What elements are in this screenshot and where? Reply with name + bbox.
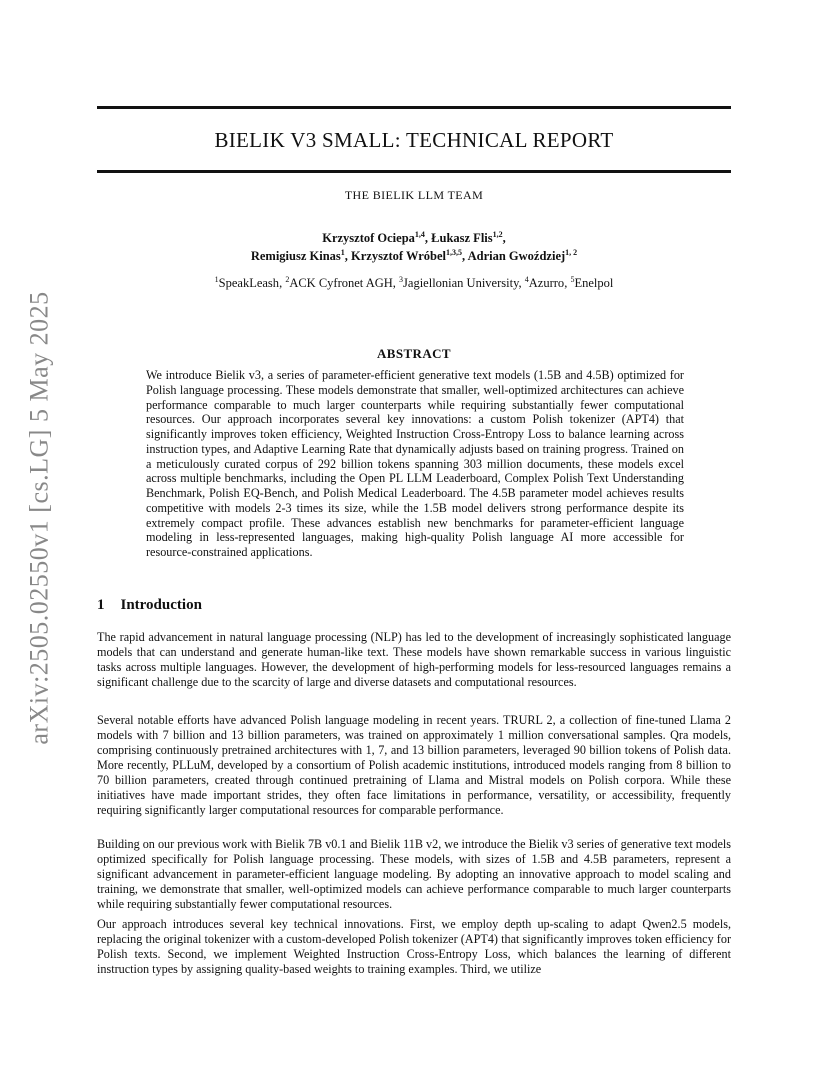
author-affiliation-sup: 1,2 bbox=[492, 229, 503, 239]
section-heading-introduction bbox=[97, 597, 202, 614]
abstract-text: We introduce Bielik v3, a series of parameter-efficient generative text models (1.5B and 4.5B) optimized for Polish language processing. These models demonstrate that smaller, well-optimized architectures can achieve performance comparable to much larger counterparts while requiring substantially fewer computational resources. Our approach incorporates several key innovations: a custom Polish tokenizer (APT4) that significantly improves token efficiency, Weighted Instruction Cross-Entropy Loss to balance learning across instruction types, and Adaptive Learning Rate that dynamically adjusts based on training progress. Trained on a meticulously curated corpus of 292 billion tokens spanning 303 million documents, these models excel across multiple benchmarks, including the Open PL LLM Leaderboard, Complex Polish Text Understanding Benchmark, Polish EQ-Bench, and Polish Medical Leaderboard. The 4.5B parameter model achieves results competitive with models 2-3 times its size, while the 1.5B model delivers strong performance despite its extremely compact profile. These advances establish new benchmarks for parameter-efficient language modeling in less-represented languages, making high-quality Polish language AI more accessible for resource-constrained applications. bbox=[146, 368, 684, 559]
affiliation-name: Azurro bbox=[528, 276, 565, 290]
author-list bbox=[97, 229, 731, 265]
affiliation-name: Enelpol bbox=[574, 276, 614, 290]
author-affiliation-sup: 1, 2 bbox=[565, 247, 578, 257]
title-rule-bottom bbox=[97, 170, 731, 173]
author-name: Adrian Gwoździej bbox=[467, 249, 566, 263]
affiliation-name: ACK Cyfronet AGH bbox=[289, 276, 393, 290]
section-number: 1 bbox=[97, 597, 105, 613]
title-rule-top bbox=[97, 106, 731, 109]
affiliation-name: Jagiellonian University bbox=[403, 276, 519, 290]
author-separator: , bbox=[462, 249, 468, 263]
author-line-1 bbox=[97, 229, 731, 247]
author-line-2 bbox=[97, 247, 731, 265]
affiliation-list: $^1$SpeakLeash, $^2$ACK Cyfronet AGH, $^3$Jagiellonian University, $^4$Azurro, $^5$Enelpol bbox=[214, 274, 614, 290]
team-name: THE BIELIK LLM TEAM bbox=[344, 188, 484, 202]
arxiv-identifier bbox=[20, 288, 60, 748]
author-name: Remigiusz Kinas bbox=[250, 249, 341, 263]
intro-paragraph-4: Our approach introduces several key technical innovations. First, we employ depth up-scaling to adapt Qwen2.5 models, replacing the original tokenizer with a custom-developed Polish tokenizer (APT4) that significantly improves token efficiency for Polish texts. Second, we implement Weighted Instruction Cross-Entropy Loss, which balances the learning of different instruction types by assigning quality-based weights to training examples. Third, we utilize bbox=[97, 917, 731, 976]
paper-title: BIELIK V3 SMALL: TECHNICAL REPORT bbox=[214, 128, 614, 152]
intro-paragraph-1: The rapid advancement in natural language processing (NLP) has led to the development of increasingly sophisticated language models that can understand and generate human-like text. These models have shown remarkable success in various linguistic tasks across multiple languages. However, the development of high-performing models for less-resourced languages remains a significant challenge due to the scarcity of large and diverse datasets and computational resources. bbox=[97, 630, 731, 689]
author-affiliation-sup: 1,3,5 bbox=[446, 247, 463, 257]
section-title: Introduction bbox=[120, 597, 202, 613]
affiliation-sup: 3 bbox=[399, 274, 404, 284]
intro-paragraph-3: Building on our previous work with Bielik 7B v0.1 and Bielik 11B v2, we introduce the Bielik v3 series of generative text models optimized specifically for Polish language processing. These models, with sizes of 1.5B and 4.5B parameters, represent a significant advancement in parameter-efficient language modeling. By adopting an innovative approach to model scaling and training, we demonstrate that smaller, well-optimized models can achieve performance comparable to much larger counterparts while requiring substantially fewer computational resources. bbox=[97, 837, 731, 911]
affiliation-name: SpeakLeash bbox=[218, 276, 280, 290]
affiliation-sup: 4 bbox=[524, 274, 529, 284]
affiliation-sup: 5 bbox=[570, 274, 575, 284]
affiliation-sup: 1 bbox=[214, 274, 219, 284]
author-separator: , bbox=[502, 231, 506, 245]
author-separator: , bbox=[344, 249, 352, 263]
abstract-heading: ABSTRACT bbox=[377, 346, 451, 361]
author-name: Krzysztof Ociepa bbox=[322, 231, 415, 245]
author-name: Łukasz Flis bbox=[431, 231, 493, 245]
intro-paragraph-2: Several notable efforts have advanced Polish language modeling in recent years. TRURL 2, a collection of fine-tuned Llama 2 models with 7 billion and 13 billion parameters, was trained on approximately 1 million conversational samples. Qra models, comprising continuously pretrained architectures with 1, 7, and 13 billion parameters, leveraged 90 billion tokens of Polish data. More recently, PLLuM, developed by a consortium of Polish academic institutions, introduced models ranging from 8 billion to 70 billion parameters, created through continued pretraining of Llama and Mistral models on Polish corpora. While these initiatives have made important strides, they often face limitations in performance, versatility, or accessibility, frequently requiring significantly larger computational resources for comparable performance. bbox=[97, 713, 731, 817]
author-name: Krzysztof Wróbel bbox=[351, 249, 447, 263]
author-separator: , bbox=[424, 231, 432, 245]
author-affiliation-sup: 1,4 bbox=[414, 229, 425, 239]
author-affiliation-sup: 1 bbox=[340, 247, 345, 257]
affiliation-sup: 2 bbox=[285, 274, 290, 284]
arxiv-identifier-text: arXiv:2505.02550v1 [cs.LG] 5 May 2025 bbox=[25, 291, 54, 745]
